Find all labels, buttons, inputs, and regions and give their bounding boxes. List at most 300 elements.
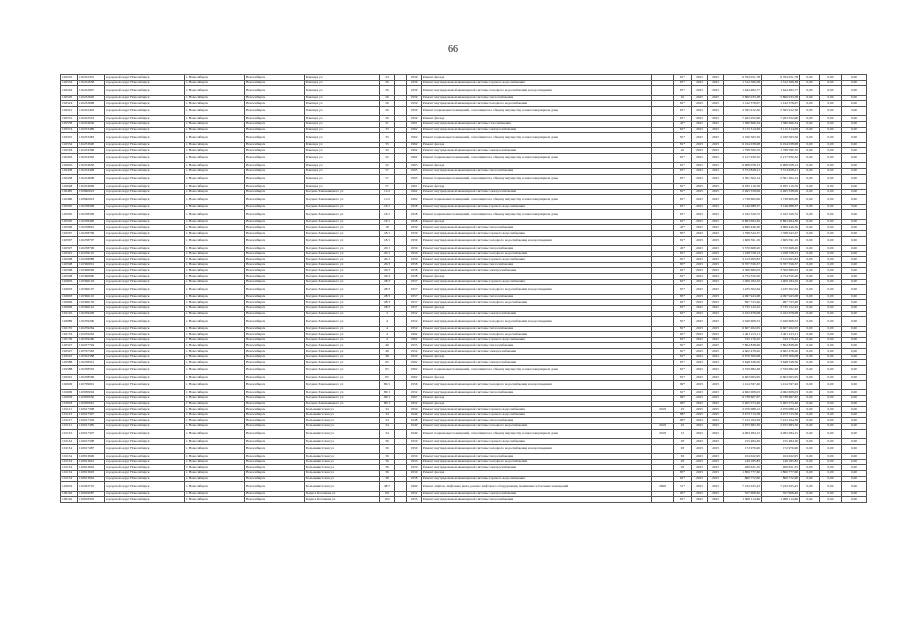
- cell-house-number: 28/3: [380, 279, 395, 285]
- cell-street: Большевистская ул: [305, 470, 380, 476]
- cell-owner-cost: 0,00: [842, 274, 867, 280]
- cell-settlement: г. Новосибирск: [185, 231, 245, 237]
- cell-plan-year-start: 2025: [692, 407, 708, 413]
- cell-owner-cost: 0,00: [842, 343, 867, 349]
- cell-locality: Новосибирск: [245, 482, 305, 492]
- cell-municipal-cost: 0,00: [820, 246, 842, 252]
- cell-row-id: 102588: [61, 365, 78, 375]
- cell-locality: Новосибирск: [245, 163, 305, 169]
- cell-federal-cost: 0,00: [800, 274, 820, 280]
- cell-street: Богдана Хмельницкого ул: [305, 204, 380, 210]
- cell-work-type: Ремонт внутридомовой инженерной системы холодного водоснабжения: [422, 459, 652, 465]
- cell-owner-cost: 0,00: [842, 174, 867, 184]
- cell-build-year: 1955: [407, 343, 422, 349]
- cell-house-number: 48: [380, 354, 395, 360]
- cell-street: Богдана Хмельницкого ул: [305, 311, 380, 317]
- cell-street: Большевистская ул: [305, 459, 380, 465]
- cell-total-cost: 6 035 110,59: [724, 184, 762, 190]
- cell-house-number: 34: [380, 423, 395, 429]
- cell-build-year: 1958: [407, 274, 422, 280]
- cell-work-type: Ремонт внутридомовой инженерной системы электроснабжения: [422, 189, 652, 195]
- cell-wear-percent: 81*: [674, 168, 692, 174]
- cell-last-repair-year: 2018: [652, 407, 674, 413]
- cell-house-number: 4: [380, 332, 395, 338]
- cell-wear-percent: 25: [674, 407, 692, 413]
- cell-street: Богдана Хмельницкого ул: [305, 294, 380, 300]
- cell-street: Богдана Хмельницкого ул: [305, 236, 380, 246]
- cell-row-id: 102645: [61, 163, 78, 169]
- cell-federal-cost: 0,00: [800, 497, 820, 503]
- cell-object-code: 110617329: [78, 418, 105, 424]
- cell-regional-fund-cost: 3 473 713,58: [762, 412, 800, 418]
- cell-regional-fund-cost: 9 707 556,57: [762, 262, 800, 268]
- cell-build-year: 1950: [407, 470, 422, 476]
- cell-total-cost: 357 908,40: [724, 491, 762, 497]
- cell-house-number: 36: [380, 439, 395, 445]
- cell-house-number: 57: [380, 184, 395, 190]
- cell-work-type: Ремонт внутридомовой инженерной системы электроснабжения: [422, 360, 652, 366]
- cell-row-id: 102595: [61, 210, 78, 220]
- cell-row-id: 102648: [61, 184, 78, 190]
- cell-row-id: 101134: [61, 476, 78, 482]
- cell-federal-cost: 0,00: [800, 300, 820, 306]
- cell-regional-fund-cost: 1 609 591,19: [762, 236, 800, 246]
- cell-building: [395, 317, 407, 327]
- table-row: [61, 86, 867, 96]
- cell-locality: Новосибирск: [245, 189, 305, 195]
- cell-plan-year-start: 2025: [692, 189, 708, 195]
- cell-regional-fund-cost: 2 102 678,08: [762, 311, 800, 317]
- cell-municipal-cost: 0,00: [820, 459, 842, 465]
- cell-last-repair-year: [652, 317, 674, 327]
- cell-build-year: 1959: [407, 246, 422, 252]
- cell-wear-percent: 45*: [674, 121, 692, 127]
- cell-work-type: Ремонт внутридомовой инженерной системы горячего водоснабжения: [422, 337, 652, 343]
- cell-municipal-cost: 0,00: [820, 375, 842, 381]
- cell-locality: Новосибирск: [245, 142, 305, 148]
- cell-municipality: городской округ Новосибирск: [105, 219, 185, 225]
- cell-house-number: 18/1: [380, 231, 395, 237]
- cell-build-year: 1949: [407, 423, 422, 429]
- cell-plan-year-end: 2025: [708, 476, 724, 482]
- cell-settlement: г. Новосибирск: [185, 444, 245, 454]
- cell-municipal-cost: 0,00: [820, 121, 842, 127]
- cell-row-id: 102525: [61, 354, 78, 360]
- cell-row-id: 102534: [61, 80, 78, 86]
- cell-municipality: городской округ Новосибирск: [105, 491, 185, 497]
- cell-work-type: Ремонт подвальных помещений, относящихся к общему имуществу в многоквартирном доме: [422, 210, 652, 220]
- cell-owner-cost: 0,00: [842, 429, 867, 439]
- cell-house-number: 80/1: [380, 390, 395, 396]
- cell-plan-year-end: 2025: [708, 257, 724, 263]
- cell-settlement: г. Новосибирск: [185, 365, 245, 375]
- cell-locality: Новосибирск: [245, 429, 305, 439]
- cell-federal-cost: 0,00: [800, 174, 820, 184]
- cell-wear-percent: 81*: [674, 101, 692, 107]
- cell-wear-percent: 99*: [674, 395, 692, 401]
- cell-owner-cost: 0,00: [842, 262, 867, 268]
- cell-work-type: Ремонт внутридомовой инженерной системы теплоснабжения: [422, 390, 652, 396]
- cell-plan-year-start: 2025: [692, 133, 708, 143]
- cell-house-number: 36: [380, 454, 395, 460]
- cell-municipality: городской округ Новосибирск: [105, 236, 185, 246]
- cell-settlement: г. Новосибирск: [185, 407, 245, 413]
- cell-municipal-cost: 0,00: [820, 95, 842, 101]
- cell-build-year: 1958: [407, 268, 422, 274]
- cell-federal-cost: 0,00: [800, 231, 820, 237]
- cell-settlement: г. Новосибирск: [185, 116, 245, 122]
- cell-settlement: г. Новосибирск: [185, 80, 245, 86]
- cell-total-cost: 6 970 309,08: [724, 354, 762, 360]
- cell-locality: Новосибирск: [245, 80, 305, 86]
- cell-municipality: городской округ Новосибирск: [105, 279, 185, 285]
- cell-object-code: 110253489: [78, 127, 105, 133]
- cell-work-type: Ремонт лифтов, лифтовых шахт, ремонт лифтового оборудования, машинных и блочных помещений: [422, 482, 652, 492]
- table-row: [61, 444, 867, 454]
- cell-federal-cost: 0,00: [800, 337, 820, 343]
- cell-federal-cost: 0,00: [800, 354, 820, 360]
- cell-settlement: г. Новосибирск: [185, 174, 245, 184]
- cell-total-cost: 6 908 058,13: [724, 163, 762, 169]
- cell-regional-fund-cost: 104 022,95: [762, 454, 800, 460]
- cell-work-type: Ремонт внутридомовой инженерной системы электроснабжения: [422, 465, 652, 471]
- cell-total-cost: 9 707 556,57: [724, 262, 762, 268]
- cell-work-type: Ремонт внутридомовой инженерной системы электроснабжения: [422, 311, 652, 317]
- cell-wear-percent: 81*: [674, 116, 692, 122]
- cell-last-repair-year: [652, 497, 674, 503]
- cell-house-number: 48/7: [380, 482, 395, 492]
- cell-settlement: г. Новосибирск: [185, 225, 245, 231]
- cell-plan-year-end: 2025: [708, 294, 724, 300]
- cell-work-type: Ремонт фасада: [422, 401, 652, 407]
- cell-municipality: городской округ Новосибирск: [105, 106, 185, 116]
- cell-plan-year-start: 2025: [692, 390, 708, 396]
- cell-owner-cost: 0,00: [842, 418, 867, 424]
- cell-object-code: 110258400: [78, 219, 105, 225]
- cell-object-code: 110263710: [78, 482, 105, 492]
- cell-regional-fund-cost: 3 306 680,03: [762, 268, 800, 274]
- cell-work-type: Ремонт фасада: [422, 354, 652, 360]
- cell-settlement: г. Новосибирск: [185, 86, 245, 96]
- cell-street: Богдана Хмельницкого ул: [305, 195, 380, 205]
- cell-work-type: Ремонт фасада: [422, 75, 652, 81]
- cell-row-id: 102603: [61, 279, 78, 285]
- cell-regional-fund-cost: 1 142 578,07: [762, 101, 800, 107]
- cell-plan-year-end: 2025: [708, 153, 724, 163]
- cell-settlement: г. Новосибирск: [185, 133, 245, 143]
- cell-municipal-cost: 0,00: [820, 476, 842, 482]
- cell-object-code: 110366139: [78, 300, 105, 306]
- cell-work-type: Ремонт фасада: [422, 184, 652, 190]
- cell-work-type: Ремонт фасада: [422, 375, 652, 381]
- cell-municipality: городской округ Новосибирск: [105, 101, 185, 107]
- cell-object-code: 110366110: [78, 294, 105, 300]
- cell-work-type: Ремонт подвальных помещений, относящихся к общему имуществу в многоквартирном доме: [422, 429, 652, 439]
- cell-owner-cost: 0,00: [842, 168, 867, 174]
- cell-plan-year-end: 2025: [708, 285, 724, 295]
- cell-municipality: городской округ Новосибирск: [105, 148, 185, 154]
- cell-street: Богдана Хмельницкого ул: [305, 326, 380, 332]
- cell-wear-percent: 81*: [674, 285, 692, 295]
- cell-settlement: г. Новосибирск: [185, 482, 245, 492]
- cell-regional-fund-cost: 2 070 088,12: [762, 407, 800, 413]
- cell-regional-fund-cost: 149 185,83: [762, 459, 800, 465]
- cell-federal-cost: 0,00: [800, 184, 820, 190]
- cell-municipal-cost: 0,00: [820, 444, 842, 454]
- cell-build-year: 1967: [407, 395, 422, 401]
- cell-build-year: 1962: [407, 133, 422, 143]
- cell-federal-cost: 0,00: [800, 279, 820, 285]
- cell-regional-fund-cost: 743 176,22: [762, 337, 800, 343]
- cell-build-year: 1952: [407, 311, 422, 317]
- cell-wear-percent: 81*: [674, 497, 692, 503]
- cell-locality: Новосибирск: [245, 444, 305, 454]
- cell-plan-year-start: 2025: [692, 380, 708, 390]
- cell-last-repair-year: [652, 153, 674, 163]
- cell-building: [395, 482, 407, 492]
- cell-work-type: Ремонт внутридомовой инженерной системы теплоснабжения: [422, 454, 652, 460]
- cell-plan-year-end: 2025: [708, 326, 724, 332]
- cell-regional-fund-cost: 3 146 088,37: [762, 204, 800, 210]
- cell-municipal-cost: 0,00: [820, 204, 842, 210]
- cell-house-number: 65: [380, 360, 395, 366]
- cell-plan-year-end: 2025: [708, 429, 724, 439]
- cell-total-cost: 2 070 088,12: [724, 407, 762, 413]
- cell-federal-cost: 0,00: [800, 470, 820, 476]
- cell-object-code: 110254408: [78, 168, 105, 174]
- cell-row-id: 102155: [61, 326, 78, 332]
- cell-work-type: Ремонт внутридомовой инженерной системы горячего водоснабжения: [422, 231, 652, 237]
- cell-municipality: городской округ Новосибирск: [105, 444, 185, 454]
- cell-owner-cost: 0,00: [842, 80, 867, 86]
- cell-total-cost: 1 409 184,32: [724, 279, 762, 285]
- cell-plan-year-start: 2025: [692, 337, 708, 343]
- cell-regional-fund-cost: 6 908 058,13: [762, 163, 800, 169]
- cell-house-number: 24: [380, 75, 395, 81]
- cell-plan-year-start: 2025: [692, 326, 708, 332]
- cell-municipal-cost: 0,00: [820, 219, 842, 225]
- cell-house-number: 65: [380, 375, 395, 381]
- cell-municipality: городской округ Новосибирск: [105, 465, 185, 471]
- cell-plan-year-end: 2025: [708, 375, 724, 381]
- cell-build-year: 1965: [407, 168, 422, 174]
- cell-street: Богдана Хмельницкого ул: [305, 262, 380, 268]
- cell-work-type: Ремонт внутридомовой инженерной системы холодного водоснабжения и водоотведения: [422, 317, 652, 327]
- cell-row-id: 102603: [61, 285, 78, 295]
- cell-wear-percent: 81*: [674, 326, 692, 332]
- cell-object-code: 110366001: [78, 262, 105, 268]
- cell-street: Богдана Хмельницкого ул: [305, 300, 380, 306]
- cell-wear-percent: 81*: [674, 210, 692, 220]
- cell-street: Блюхера ул: [305, 168, 380, 174]
- cell-locality: Новосибирск: [245, 459, 305, 465]
- cell-owner-cost: 0,00: [842, 133, 867, 143]
- cell-build-year: 1952: [407, 491, 422, 497]
- cell-locality: Новосибирск: [245, 332, 305, 338]
- cell-wear-percent: 45: [674, 95, 692, 101]
- cell-locality: Новосибирск: [245, 390, 305, 396]
- cell-settlement: г. Новосибирск: [185, 326, 245, 332]
- cell-regional-fund-cost: 1 768 543,37: [762, 231, 800, 237]
- cell-owner-cost: 0,00: [842, 349, 867, 355]
- cell-work-type: Ремонт внутридомовой инженерной системы теплоснабжения: [422, 262, 652, 268]
- cell-owner-cost: 0,00: [842, 75, 867, 81]
- cell-settlement: г. Новосибирск: [185, 294, 245, 300]
- cell-building: [395, 210, 407, 220]
- cell-municipal-cost: 0,00: [820, 305, 842, 311]
- capital-repair-register-table: [60, 74, 867, 503]
- cell-municipality: городской округ Новосибирск: [105, 390, 185, 396]
- cell-locality: Новосибирск: [245, 423, 305, 429]
- cell-settlement: г. Новосибирск: [185, 142, 245, 148]
- cell-municipality: городской округ Новосибирск: [105, 482, 185, 492]
- cell-object-code: 110617308: [78, 407, 105, 413]
- cell-plan-year-start: 2025: [692, 231, 708, 237]
- cell-regional-fund-cost: 1 312 566,38: [762, 80, 800, 86]
- cell-settlement: г. Новосибирск: [185, 210, 245, 220]
- cell-federal-cost: 0,00: [800, 251, 820, 257]
- cell-municipal-cost: 0,00: [820, 360, 842, 366]
- cell-build-year: 1958: [407, 219, 422, 225]
- cell-owner-cost: 0,00: [842, 332, 867, 338]
- cell-last-repair-year: [652, 133, 674, 143]
- cell-plan-year-end: 2025: [708, 423, 724, 429]
- cell-object-code: 110254362: [78, 153, 105, 163]
- cell-locality: Новосибирск: [245, 300, 305, 306]
- cell-house-number: 16/1: [380, 210, 395, 220]
- cell-municipal-cost: 0,00: [820, 80, 842, 86]
- cell-total-cost: 3 473 713,58: [724, 412, 762, 418]
- cell-regional-fund-cost: 7 262 052,96: [762, 116, 800, 122]
- cell-work-type: Ремонт внутридомовой инженерной системы холодного водоснабжения и водоотведения: [422, 380, 652, 390]
- table-row: [61, 106, 867, 116]
- cell-wear-percent: 81*: [674, 332, 692, 338]
- cell-total-cost: 1 580 666,34: [724, 121, 762, 127]
- cell-federal-cost: 0,00: [800, 439, 820, 445]
- cell-row-id: 101618: [61, 401, 78, 407]
- cell-object-code: 110813602: [78, 465, 105, 471]
- cell-wear-percent: 85*: [674, 470, 692, 476]
- cell-street: Богдана Хмельницкого ул: [305, 365, 380, 375]
- cell-object-code: 110252608: [78, 101, 105, 107]
- cell-row-id: 102597: [61, 246, 78, 252]
- cell-municipal-cost: 0,00: [820, 390, 842, 396]
- cell-federal-cost: 0,00: [800, 360, 820, 366]
- cell-owner-cost: 0,00: [842, 268, 867, 274]
- cell-municipal-cost: 0,00: [820, 454, 842, 460]
- cell-plan-year-end: 2025: [708, 121, 724, 127]
- cell-wear-percent: 85*: [674, 262, 692, 268]
- cell-plan-year-end: 2025: [708, 497, 724, 503]
- cell-municipality: городской округ Новосибирск: [105, 274, 185, 280]
- cell-federal-cost: 0,00: [800, 390, 820, 396]
- cell-work-type: Ремонт внутридомовой инженерной системы холодного водоснабжения: [422, 300, 652, 306]
- cell-object-code: 110930050: [78, 395, 105, 401]
- cell-regional-fund-cost: 5 570 668,20: [762, 246, 800, 252]
- cell-locality: Новосибирск: [245, 343, 305, 349]
- cell-build-year: 1962: [407, 148, 422, 154]
- cell-owner-cost: 0,00: [842, 354, 867, 360]
- cell-object-code: 110259110: [78, 251, 105, 257]
- cell-last-repair-year: [652, 210, 674, 220]
- cell-street: Бориса Богаткова ул: [305, 491, 380, 497]
- cell-row-id: 102538: [61, 121, 78, 127]
- cell-federal-cost: 0,00: [800, 268, 820, 274]
- cell-row-id: 102527: [61, 343, 78, 349]
- cell-street: Большевистская ул: [305, 444, 380, 454]
- cell-regional-fund-cost: 3 735 122,22: [762, 305, 800, 311]
- cell-municipal-cost: 0,00: [820, 274, 842, 280]
- cell-plan-year-start: 2025: [692, 121, 708, 127]
- cell-municipality: городской округ Новосибирск: [105, 251, 185, 257]
- cell-municipality: городской округ Новосибирск: [105, 246, 185, 252]
- cell-work-type: Ремонт внутридомовой инженерной системы холодного водоснабжения: [422, 101, 652, 107]
- cell-settlement: г. Новосибирск: [185, 127, 245, 133]
- cell-building: [395, 365, 407, 375]
- cell-total-cost: 1 142 578,07: [724, 101, 762, 107]
- cell-federal-cost: 0,00: [800, 423, 820, 429]
- cell-owner-cost: 0,00: [842, 375, 867, 381]
- table-row: [61, 365, 867, 375]
- cell-row-id: 102438: [61, 168, 78, 174]
- cell-build-year: 1950: [407, 407, 422, 413]
- cell-object-code: 110617487: [78, 444, 105, 454]
- cell-plan-year-start: 2025: [692, 153, 708, 163]
- cell-municipal-cost: 0,00: [820, 184, 842, 190]
- cell-total-cost: 6 194 038,98: [724, 142, 762, 148]
- cell-build-year: 1962: [407, 195, 422, 205]
- cell-house-number: 28/3: [380, 300, 395, 306]
- cell-wear-percent: 99*: [674, 401, 692, 407]
- cell-build-year: 1949: [407, 412, 422, 418]
- cell-wear-percent: 81*: [674, 75, 692, 81]
- cell-row-id: 101134: [61, 439, 78, 445]
- cell-municipality: городской округ Новосибирск: [105, 300, 185, 306]
- cell-row-id: 102153: [61, 332, 78, 338]
- cell-build-year: 1959: [407, 80, 422, 86]
- cell-last-repair-year: [652, 195, 674, 205]
- cell-work-type: Ремонт подвальных помещений, относящихся к общему имуществу в многоквартирном доме: [422, 195, 652, 205]
- cell-total-cost: 7 413 164,39: [724, 418, 762, 424]
- cell-wear-percent: 99*: [674, 418, 692, 424]
- cell-locality: Новосибирск: [245, 360, 305, 366]
- cell-regional-fund-cost: 3 115 314,09: [762, 127, 800, 133]
- cell-row-id: 102588: [61, 360, 78, 366]
- cell-settlement: г. Новосибирск: [185, 395, 245, 401]
- cell-plan-year-start: 2025: [692, 210, 708, 220]
- cell-federal-cost: 0,00: [800, 465, 820, 471]
- cell-object-code: 110709901: [78, 380, 105, 390]
- cell-build-year: 1950: [407, 465, 422, 471]
- cell-federal-cost: 0,00: [800, 225, 820, 231]
- cell-wear-percent: 81*: [674, 257, 692, 263]
- cell-plan-year-end: 2025: [708, 101, 724, 107]
- cell-street: Богдана Хмельницкого ул: [305, 210, 380, 220]
- cell-wear-percent: 81*: [674, 195, 692, 205]
- cell-street: Богдана Хмельницкого ул: [305, 189, 380, 195]
- cell-owner-cost: 0,00: [842, 311, 867, 317]
- cell-locality: Новосибирск: [245, 279, 305, 285]
- cell-object-code: 110258707: [78, 236, 105, 246]
- cell-plan-year-start: 2025: [692, 354, 708, 360]
- cell-municipal-cost: 0,00: [820, 116, 842, 122]
- cell-municipal-cost: 0,00: [820, 401, 842, 407]
- cell-street: Блюхера ул: [305, 163, 380, 169]
- cell-work-type: Ремонт внутридомовой инженерной системы горячего водоснабжения: [422, 257, 652, 263]
- cell-plan-year-end: 2025: [708, 184, 724, 190]
- cell-municipal-cost: 0,00: [820, 491, 842, 497]
- cell-house-number: 31: [380, 121, 395, 127]
